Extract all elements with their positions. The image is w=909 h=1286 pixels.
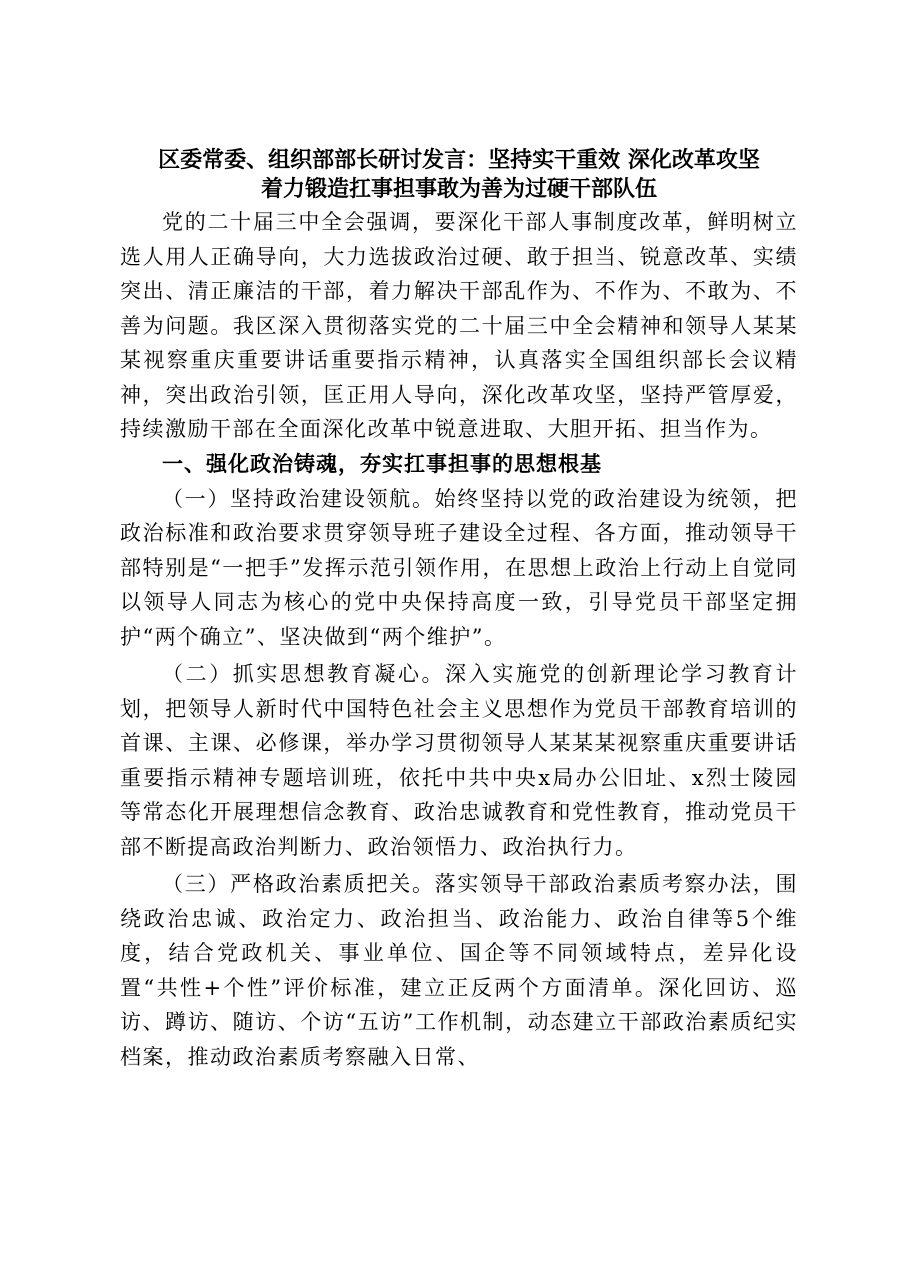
subsection-lead-1: （一）坚持政治建设领航。 (162, 486, 435, 511)
document-title (120, 146, 798, 204)
subsection-text-2: 深入实施党的创新理论学习教育计划，把领导人新时代中国特色社会主义思想作为党员干部教育培训的首课、主课、必修课，举办学习贯彻领导人某某某视察重庆重要讲话重要指示精神专题培训班，依托中共中央x局办公旧址、x烈士陵园等常态化开展理想信念教育、政治忠诚教育和党性教育，推动党员干部不断提高政治判断力、政治领悟力、政治执行力。 (120, 662, 799, 859)
title-line-2: 着力锻造扛事担事敢为善为过硬干部队伍 (260, 176, 657, 202)
subsection-lead-2: （二）抓实思想教育凝心。 (162, 662, 446, 686)
subsection-paragraph-3 (120, 867, 798, 1074)
title-line-1: 区委常委、组织部部长研讨发言：坚持实干重效 深化改革攻坚 (158, 147, 760, 173)
subsection-text-3: 落实领导干部政治素质考察办法，围绕政治忠诚、政治定力、政治担当、政治能力、政治自律等5个维度，结合党政机关、事业单位、国企等不同领域特点，差异化设置“共性+个性”评价标准，建立正反两个方面清单。深化回访、巡访、蹲访、随访、个访“五访”工作机制，动态建立干部政治素质纪实档案，推动政治素质考察融入日常、 (120, 872, 799, 1069)
intro-paragraph: 党的二十届三中全会强调，要深化干部人事制度改革，鲜明树立选人用人正确导向，大力选拔政治过硬、敢于担当、锐意改革、实绩突出、清正廉洁的干部，着力解决干部乱作为、不作为、不敢为、不善为问题。我区深入贯彻落实党的二十届三中全会精神和领导人某某某视察重庆重要讲话重要指示精神，认真落实全国组织部长会议精神，突出政治引领，匡正用人导向，深化改革攻坚，坚持严管厚爱，持续激励干部在全面深化改革中锐意进取、大胆开拓、担当作为。 (120, 210, 798, 441)
subsection-paragraph-1 (120, 482, 798, 655)
subsection-paragraph-2 (120, 657, 798, 864)
document-page (120, 146, 798, 1074)
section-heading: 一、强化政治铸魂，夯实扛事担事的思想根基 (162, 451, 602, 476)
subsection-lead-3: （三）严格政治素质把关。 (162, 872, 435, 896)
subsection-text-1: 始终坚持以党的政治建设为统领，把政治标准和政治要求贯穿领导班子建设全过程、各方面，推动领导干部特别是“一把手”发挥示范引领作用，在思想上政治上行动上自觉同以领导人同志为核心的党中央保持高度一致，引导党员干部坚定拥护“两个确立”、坚决做到“两个维护”。 (120, 486, 799, 649)
